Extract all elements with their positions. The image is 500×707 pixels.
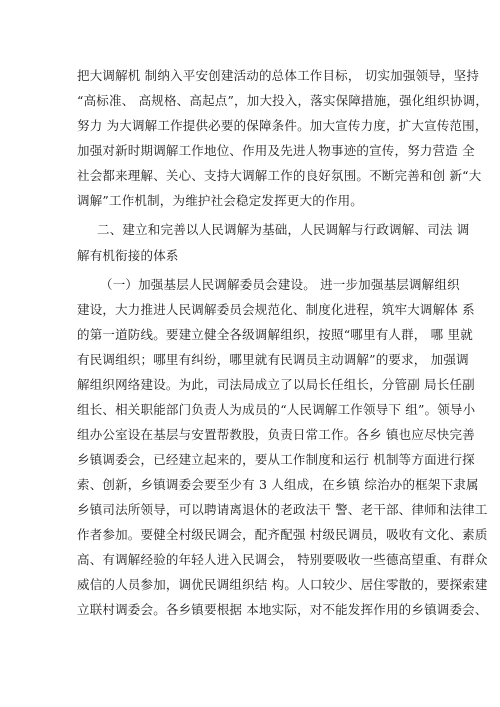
text-line: 的第一道防线。要建立健全各级调解组织，按照“哪里有人群， 哪 里就: [77, 327, 473, 342]
text-line: 加强对新时期调解工作地位、作用及先进人物事迹的宣传，努力营造 全: [77, 143, 475, 158]
text-line: 乡镇司法所领导，可以聘请离退休的老政法干 警、老干部、律师和法律工: [77, 502, 488, 517]
text-line: 作者参加。要健全村级民调会，配齐配强 村级民调员，吸收有文化、素质: [77, 527, 488, 542]
text-line: 建设，大力推进人民调解委员会规范化、制度化进程，筑牢大调解体 系: [77, 302, 475, 317]
text-line: 有民调组织；哪里有纠纷，哪里就有民调员主动调解”的要求， 加强调: [77, 352, 469, 367]
text-line: 高、有调解经验的年轻人进入民调会， 特别要吸收一些德高望重、有群众: [77, 552, 488, 567]
text-line: 立联村调委会。各乡镇要根据 本地实际，对不能发挥作用的乡镇调委会、: [77, 602, 488, 617]
text-line: “高标准、 高规格、高起点”，加大投入，落实保障措施，强化组织协调，: [77, 93, 489, 108]
text-line: 解组织网络建设。为此，司法局成立了以局长任组长，分管副 局长任副: [77, 377, 475, 392]
text-line: 把大调解机 制纳入平安创建活动的总体工作目标， 切实加强领导，坚持: [77, 68, 480, 83]
text-line: 组办公室设在基层与安置帮教股，负责日常工作。各乡 镇也应尽快完善: [77, 427, 475, 442]
text-line: 努力 为大调解工作提供必要的保障条件。加大宣传力度，扩大宣传范围，: [77, 118, 488, 133]
subsection-heading: （一）加强基层人民调解委员会建设。 进一步加强基层调解组织: [100, 277, 460, 292]
text-line: 索、创新，乡镇调委会要至少有 3 人组成，在乡镇 综治办的框架下隶属: [77, 477, 479, 492]
text-line: 威信的人员参加，调优民调组织结 构。人口较少、居住零散的，要探索建: [77, 577, 488, 592]
section-heading: 二、建立和完善以人民调解为基础，人民调解与行政调解、司法 调: [97, 222, 470, 237]
text-line: 调解”工作机制，为维护社会稳定发挥更大的作用。: [77, 193, 363, 208]
text-line: 组长、相关职能部门负责人为成员的“人民调解工作领导下 组”。领导小: [77, 402, 476, 417]
section-heading-continued: 解有机衔接的体系: [77, 248, 179, 263]
text-line: 社会都来理解、关心、支持大调解工作的良好氛围。不断完善和创 新“大: [77, 168, 482, 183]
text-line: 乡镇调委会，已经建立起来的，要从工作制度和运行 机制等方面进行探: [77, 452, 475, 467]
